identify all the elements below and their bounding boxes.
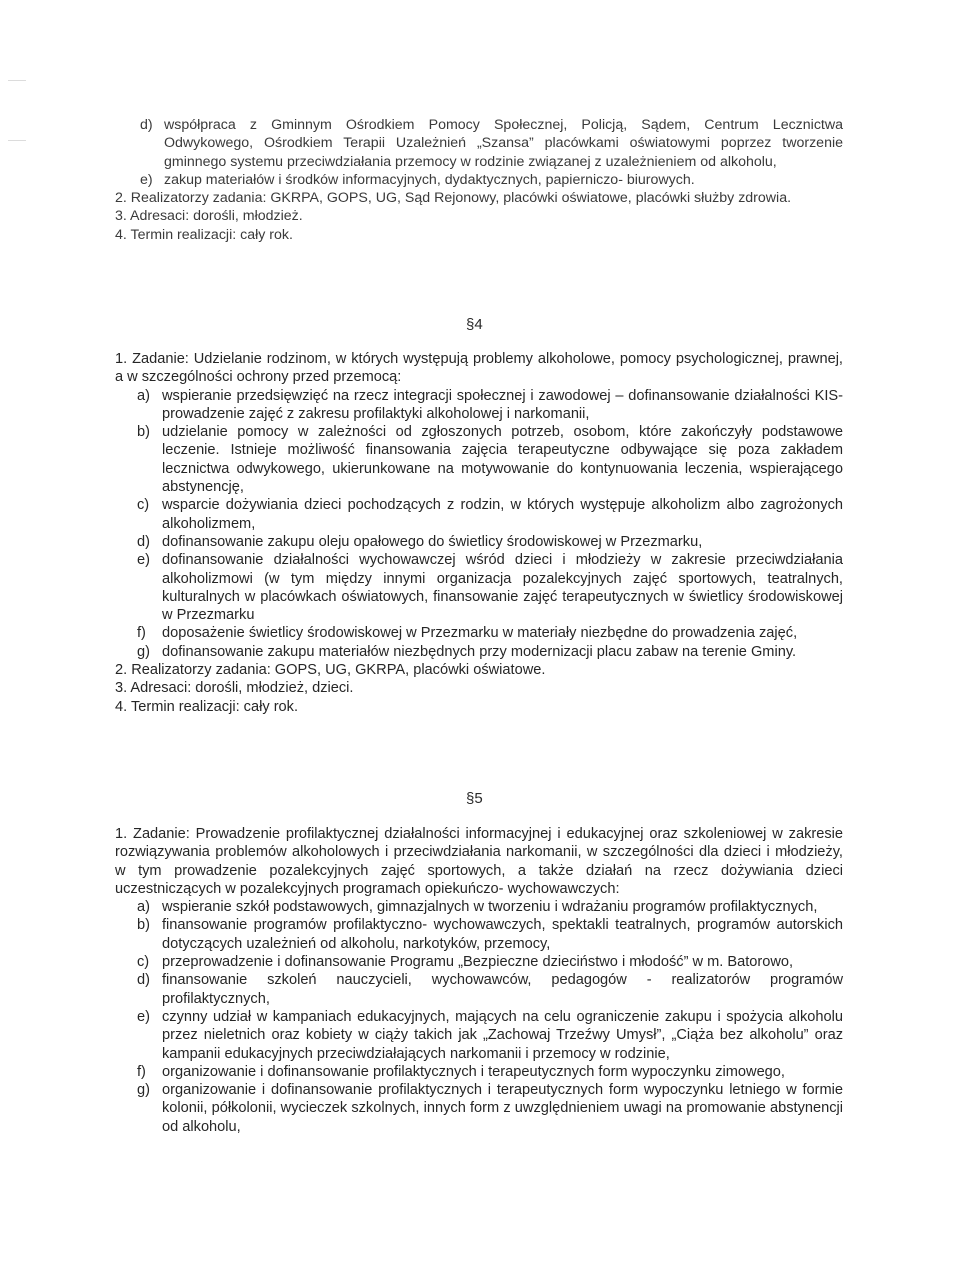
list-item	[115, 643, 843, 661]
item-label: e)	[140, 171, 153, 188]
item-label: d)	[137, 972, 150, 989]
paragraph-realizatorzy: 2. Realizatorzy zadania: GOPS, UG, GKRPA, placówki oświatowe.	[115, 662, 546, 679]
section-heading-4: §4	[466, 316, 483, 333]
item-label: e)	[137, 1008, 150, 1025]
list-item	[115, 533, 843, 551]
list-item	[115, 1063, 843, 1081]
list-item	[115, 423, 843, 496]
section-intro: 1. Zadanie: Prowadzenie profilaktycznej działalności informacyjnej i edukacyjnej oraz szkoleniowej w zakresie rozwiązywania problemów alkoholowych i przeciwdziałania narkomanii, w szczególności dla dzieci i młodzieży, w tym prowadzenie pozalekcyjnych zajęć sportowych, a także działań na rzecz dożywiania dzieci uczestniczących w pozalekcyjnych programach opiekuńczo- wychowawczych:	[115, 826, 843, 897]
item-text: finansowanie programów profilaktyczno- wychowawczych, spektakli teatralnych, programów autorskich dotyczących uzależnień od alkoholu, narkotyków, przemocy,	[162, 917, 843, 952]
list-item	[115, 1008, 843, 1063]
section-intro: 1. Zadanie: Udzielanie rodzinom, w których występują problemy alkoholowe, pomocy psychologicznej, prawnej, a w szczególności ochrony przed przemocą:	[115, 351, 843, 386]
item-text: doposażenie świetlicy środowiskowej w Przezmarku w materiały niezbędne do prowadzenia zajęć,	[162, 625, 798, 642]
item-label: e)	[137, 552, 150, 569]
item-label: g)	[137, 1082, 150, 1099]
list-item	[115, 953, 843, 971]
item-label: g)	[137, 643, 150, 660]
item-label: f)	[137, 1063, 146, 1080]
item-text: finansowanie szkoleń nauczycieli, wychowawców, pedagogów - realizatorów programów profilaktycznych,	[162, 972, 843, 1007]
item-label: a)	[137, 387, 150, 404]
paragraph-termin: 4. Termin realizacji: cały rok.	[115, 698, 299, 715]
item-text: organizowanie i dofinansowanie profilaktycznych i terapeutycznych form wypoczynku letniego w formie kolonii, półkolonii, wycieczek szkolnych, innych form z uwzględnieniem uwagi na promowanie abstynencji od alkoholu,	[162, 1082, 843, 1135]
item-label: b)	[137, 424, 150, 441]
item-text: dofinansowanie zakupu oleju opałowego do świetlicy środowiskowej w Przezmarku,	[162, 533, 703, 550]
paragraph-adresaci: 3. Adresaci: dorośli, młodzież, dzieci.	[115, 680, 354, 697]
item-text: organizowanie i dofinansowanie profilaktycznych i terapeutycznych form wypoczynku zimowego,	[162, 1063, 785, 1080]
list-item-e	[115, 171, 843, 189]
list-item	[115, 387, 843, 424]
list-item	[115, 916, 843, 953]
item-label: f)	[137, 625, 146, 642]
paragraph-realizatorzy: 2. Realizatorzy zadania: GKRPA, GOPS, UG, Sąd Rejonowy, placówki oświatowe, placówki służby zdrowia.	[115, 190, 792, 207]
list-item	[115, 1081, 843, 1136]
item-text: przeprowadzenie i dofinansowanie Programu „Bezpieczne dzieciństwo i młodość” w m. Batorowo,	[162, 954, 794, 971]
section-4	[115, 350, 843, 716]
list-item	[115, 898, 843, 916]
item-label: c)	[137, 497, 150, 514]
item-label: d)	[137, 533, 150, 550]
list-item	[115, 551, 843, 624]
item-text: wspieranie szkół podstawowych, gimnazjalnych w tworzeniu i wdrażaniu programów profilaktycznych,	[162, 899, 818, 916]
item-text: zakup materiałów i środków informacyjnych, dydaktycznych, papierniczo- biurowych.	[164, 171, 695, 188]
continued-section	[115, 116, 843, 244]
list-item	[115, 971, 843, 1008]
item-label: d)	[140, 117, 153, 133]
item-text: czynny udział w kampaniach edukacyjnych, mających na celu ograniczenie zakupu i spożycia alkoholu przez nieletnich oraz kobiety w ciąży takich jak „Zachowaj Trzeźwy Umysł”, „Ciąża bez alkoholu” oraz kampanii edukacyjnych przeciwdziałających narkomanii i przemocy w rodzinie,	[162, 1008, 843, 1062]
list-item	[115, 496, 843, 533]
item-text: wsparcie dożywiania dzieci pochodzących z rodzin, w których występuje alkoholizm albo zagrożonych alkoholizmem,	[162, 497, 843, 532]
item-label: c)	[137, 954, 150, 971]
list-item-d	[115, 116, 843, 171]
section-5	[115, 825, 843, 1136]
item-label: b)	[137, 917, 150, 934]
paragraph-termin: 4. Termin realizacji: cały rok.	[115, 226, 293, 243]
item-text: współpraca z Gminnym Ośrodkiem Pomocy Społecznej, Policją, Sądem, Centrum Lecznictwa Odwykowego, Ośrodkiem Terapii Uzależnień „Szansa” placówkami oświatowymi poprzez tworzenie gminnego systemu przeciwdziałania przemocy w rodzinie związanej z uzależnieniem od alkoholu,	[164, 117, 843, 170]
paragraph-adresaci: 3. Adresaci: dorośli, młodzież.	[115, 208, 303, 225]
item-text: dofinansowanie zakupu materiałów niezbędnych przy modernizacji placu zabaw na terenie Gminy.	[162, 643, 797, 660]
scan-margin-mark	[8, 140, 26, 141]
scan-margin-mark	[8, 80, 26, 81]
list-item	[115, 624, 843, 642]
section-heading-5: §5	[466, 790, 483, 807]
item-label: a)	[137, 899, 150, 916]
item-text: dofinansowanie działalności wychowawczej wśród dzieci i młodzieży w zakresie przeciwdziałania alkoholizmowi (w tym między innymi organizacja pozalekcyjnych zajęć sportowych, teatralnych, kulturalnych w placówkach oświatowych, finansowanie zajęć terapeutycznych w świetlicy środowiskowej w Przezmarku	[162, 552, 843, 624]
item-text: udzielanie pomocy w zależności od zgłoszonych potrzeb, osobom, które zakończyły podstawowe leczenie. Istnieje możliwość finansowania zajęcia terapeutyczne odbywające się poza zakładem lecznictwa odwykowego, ukierunkowane na motywowanie do kontynuowania leczenia, wspierającego abstynencję,	[162, 424, 843, 496]
item-text: wspieranie przedsięwzięć na rzecz integracji społecznej i zawodowej – dofinansowanie działalności KIS- prowadzenie zajęć z zakresu profilaktyki alkoholowej i narkomanii,	[162, 387, 843, 422]
